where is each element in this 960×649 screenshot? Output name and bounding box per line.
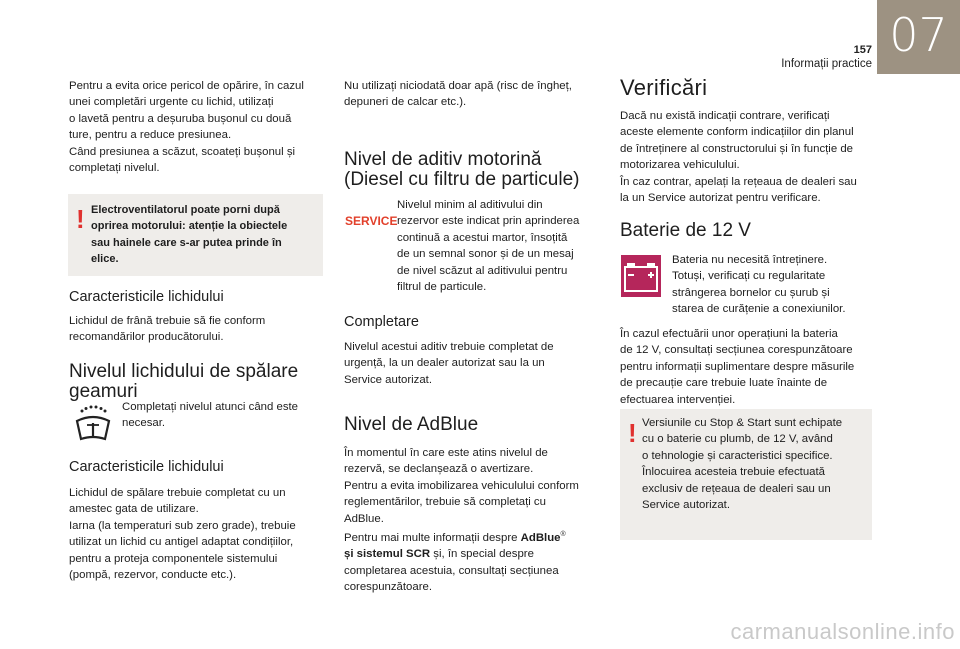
watermark: carmanualsonline.info <box>730 619 955 644</box>
fan-warning-box <box>68 194 323 276</box>
windscreen-washer-icon <box>73 405 113 443</box>
page-number: 157 <box>853 44 872 56</box>
stop-start-warning-box <box>620 409 872 540</box>
stop-start-warning-text: Versiunile cu Stop & Start sunt echipate cu o baterie cu plumb, de 12 V, având o tehnologie și caracteristici specifice. Înlocuirea acesteia trebuie efectuată exclusiv de rețeaua de dealeri sau un Service autorizat. <box>642 417 843 512</box>
washer-fluid-heading: Nivelul lichidului de spălare geamuri <box>69 361 299 402</box>
brake-fluid-heading: Caracteristicile lichidului <box>69 289 224 305</box>
chapter-tab <box>877 0 960 74</box>
battery-heading: Baterie de 12 V <box>620 220 751 241</box>
adblue-text-a: În momentul în care este atins nivelul de rezervă, se declanșează o avertizare. Pentru a evita imobilizarea vehiculului conform reglementărilor, trebuie să completați cu AdBlue. Pentru mai multe informații despre <box>344 447 579 544</box>
topup-heading: Completare <box>344 314 419 330</box>
warning-exclamation-icon: ! <box>628 418 637 448</box>
battery-operations-text: În cazul efectuării unor operațiuni la bateria de 12 V, consultați secțiunea corespunzătoare pentru informații suplimentare despre măsurile de precauție care trebuie luate înainte de efectuarea intervenției. <box>620 328 855 406</box>
diesel-additive-heading: Nivel de aditiv motorină (Diesel cu filtru de particule) <box>344 149 580 190</box>
adblue-heading: Nivel de AdBlue <box>344 414 479 435</box>
washer-characteristics-text: Lichidul de spălare trebuie completat cu un amestec gata de utilizare. Iarna (la temperaturi sub zero grade), trebuie utilizat un lichid cu antigel adaptat condițiilor, pentru a proteja componentele sistemului (pompă, rezervor, conducte etc.). <box>69 487 296 582</box>
registered-mark: ® <box>560 531 566 539</box>
brake-fluid-text: Lichidul de frână trebuie să fie conform recomandărilor producătorului. <box>69 315 266 344</box>
adblue-link-text: AdBlue <box>520 531 561 544</box>
scr-system-text: și sistemul SCR <box>344 548 431 561</box>
chapter-number: 07 <box>889 8 948 62</box>
battery-maintenance-text: Bateria nu necesită întreținere. Totuși, verificați cu regularitate strângerea bornelor cu șurub și starea de curățenie a conexiunilor. <box>672 254 846 316</box>
washer-fluid-instruction: Completați nivelul atunci când este necesar. <box>122 401 299 430</box>
topup-text: Nivelul acestui aditiv trebuie completat de urgență, la un dealer autorizat sau la un Service autorizat. <box>344 341 554 386</box>
warning-exclamation-icon: ! <box>76 204 85 234</box>
water-warning-text: Nu utilizați niciodată doar apă (risc de îngheț, depuneri de calcar etc.). <box>344 80 572 109</box>
fan-warning-text: Electroventilatorul poate porni după oprirea motorului: atenție la obiectele sau hainele care s-ar putea prinde în elice. <box>91 204 288 266</box>
adblue-text <box>344 445 606 595</box>
washer-characteristics-heading: Caracteristicile lichidului <box>69 459 224 475</box>
battery-icon <box>620 254 662 298</box>
opening-warning-text: Pentru a evita orice pericol de opărire, în cazul unei completări urgente cu lichid, utilizați o lavetă pentru a deșuruba bușonul cu două ture, pentru a reduce presiunea. Când presiunea a scăzut, scoateți bușonul și completați nivelul. <box>69 80 304 175</box>
adblue-text-b: și, în special despre completarea acestuia, consultați secțiunea corespunzătoare. <box>344 548 559 594</box>
section-title: Informații practice <box>781 58 872 70</box>
checks-heading: Verificări <box>620 75 708 100</box>
service-warning-icon <box>345 212 398 230</box>
diesel-additive-text: Nivelul minim al aditivului din rezervor este indicat prin aprinderea continuă a acestui martor, însoțită de un semnal sonor și de un mesaj de nivel scăzut al aditivului pentru filtrul de particule. <box>397 199 580 294</box>
service-label: SERVICE <box>345 214 398 228</box>
checks-text: Dacă nu există indicații contrare, verificați aceste elemente conform indicațiilor din planul de întreținere al constructorului și în funcție de motorizarea vehiculului. În caz contrar, apelați la rețeaua de dealeri sau la un Service autorizat pentru verificare. <box>620 110 857 205</box>
